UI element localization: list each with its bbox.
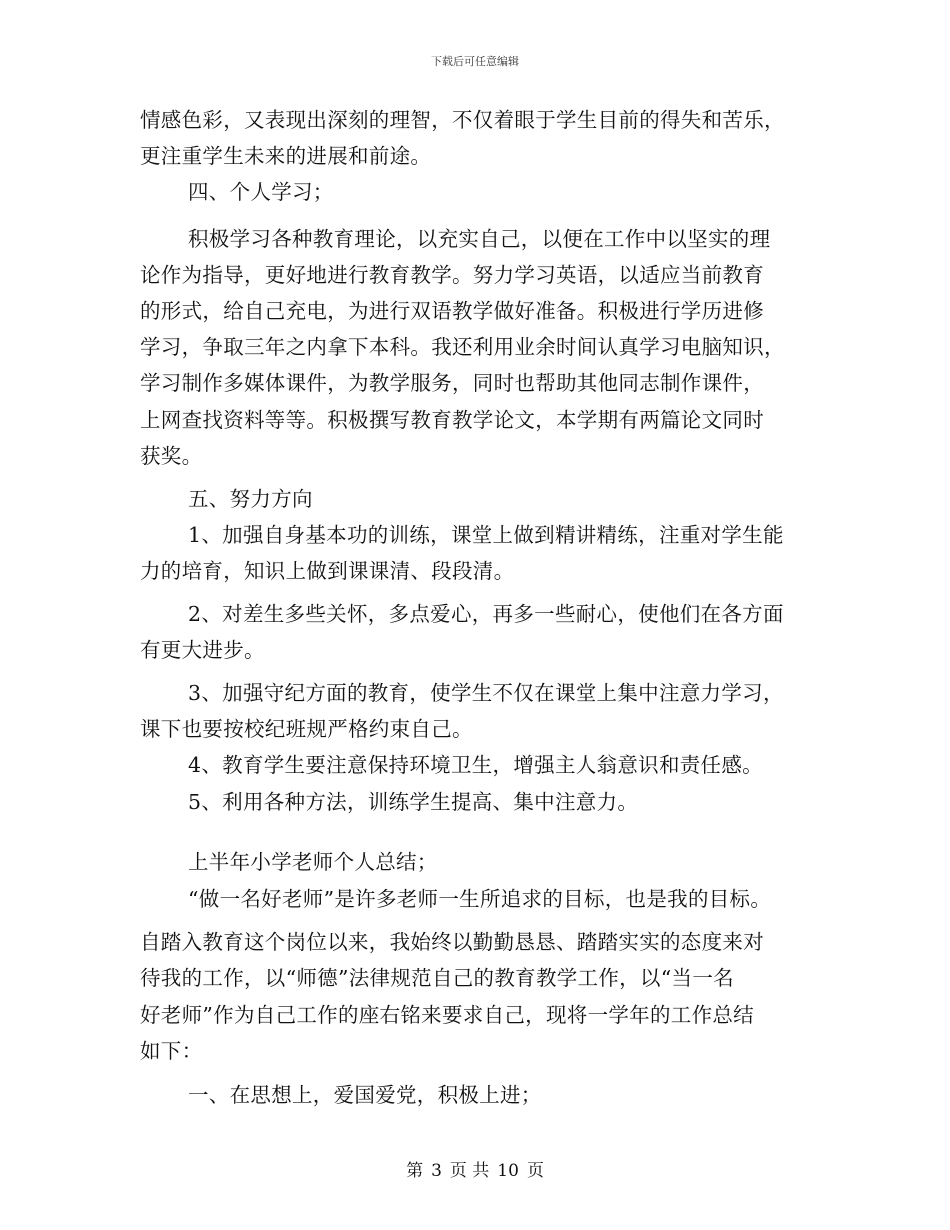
text-line: “做一名好老师”是许多老师一生所追求的目标，也是我的目标。 [188,887,772,911]
text-line: 好老师”作为自己工作的座右铭来要求自己，现将一学年的工作总结 [140,1003,754,1027]
text-line: 积极学习各种教育理论，以充实自己，以便在工作中以坚实的理 [188,227,771,251]
text-line: 论作为指导，更好地进行教育教学。努力学习英语，以适应当前教育 [140,263,764,287]
section-heading: 一、在思想上，爱国爱党，积极上进； [188,1083,542,1107]
list-item: 2、对差生多些关怀，多点爱心，再多一些耐心，使他们在各方面 [188,602,784,626]
page-label-prefix: 第 [406,1161,424,1181]
text-line: 学习制作多媒体课件，为教学服务，同时也帮助其他同志制作课件， [140,371,764,395]
page-total: 10 [497,1161,519,1181]
text-line: 有更大进步。 [140,638,265,662]
page-label-suffix: 页 [526,1161,544,1181]
text-line: 更注重学生未来的进展和前途。 [140,144,432,168]
text-line: 待我的工作，以“师德”法律规范自己的教育教学工作，以“当一名 [140,966,734,990]
text-line: 的形式，给自己充电，为进行双语教学做好准备。积极进行学历进修 [140,299,764,323]
page-footer [0,1156,950,1181]
page-header: 下载后可任意编辑 [431,55,519,68]
text-line: 上网查找资料等等。积极撰写教育教学论文，本学期有两篇论文同时 [140,408,764,432]
text-line: 获奖。 [140,444,203,468]
text-line: 学习，争取三年之内拿下本科。我还利用业余时间认真学习电脑知识， [140,335,785,359]
text-line: 情感色彩，又表现出深刻的理智，不仅着眼于学生目前的得失和苦乐， [140,108,785,132]
list-item: 3、加强守纪方面的教育，使学生不仅在课堂上集中注意力学习， [188,681,784,705]
text-line: 自踏入教育这个岗位以来，我始终以勤勤恳恳、踏踏实实的态度来对 [140,930,764,954]
list-item: 4、教育学生要注意保持环境卫生，增强主人翁意识和责任感。 [188,753,763,777]
section-heading: 五、努力方向 [188,487,313,511]
text-line: 课下也要按校纪班规严格约束自己。 [140,717,473,741]
text-line: 如下： [140,1039,203,1063]
list-item: 1、加强自身基本功的训练，课堂上做到精讲精练，注重对学生能 [188,523,784,547]
list-item: 5、利用各种方法，训练学生提高、集中注意力。 [188,790,639,814]
page-label-mid: 页 共 [449,1161,490,1181]
section-heading: 四、个人学习； [188,180,334,204]
section-title: 上半年小学老师个人总结； [188,850,438,874]
page-current: 3 [431,1161,442,1181]
text-line: 力的培育，知识上做到课课清、段段清。 [140,559,515,583]
